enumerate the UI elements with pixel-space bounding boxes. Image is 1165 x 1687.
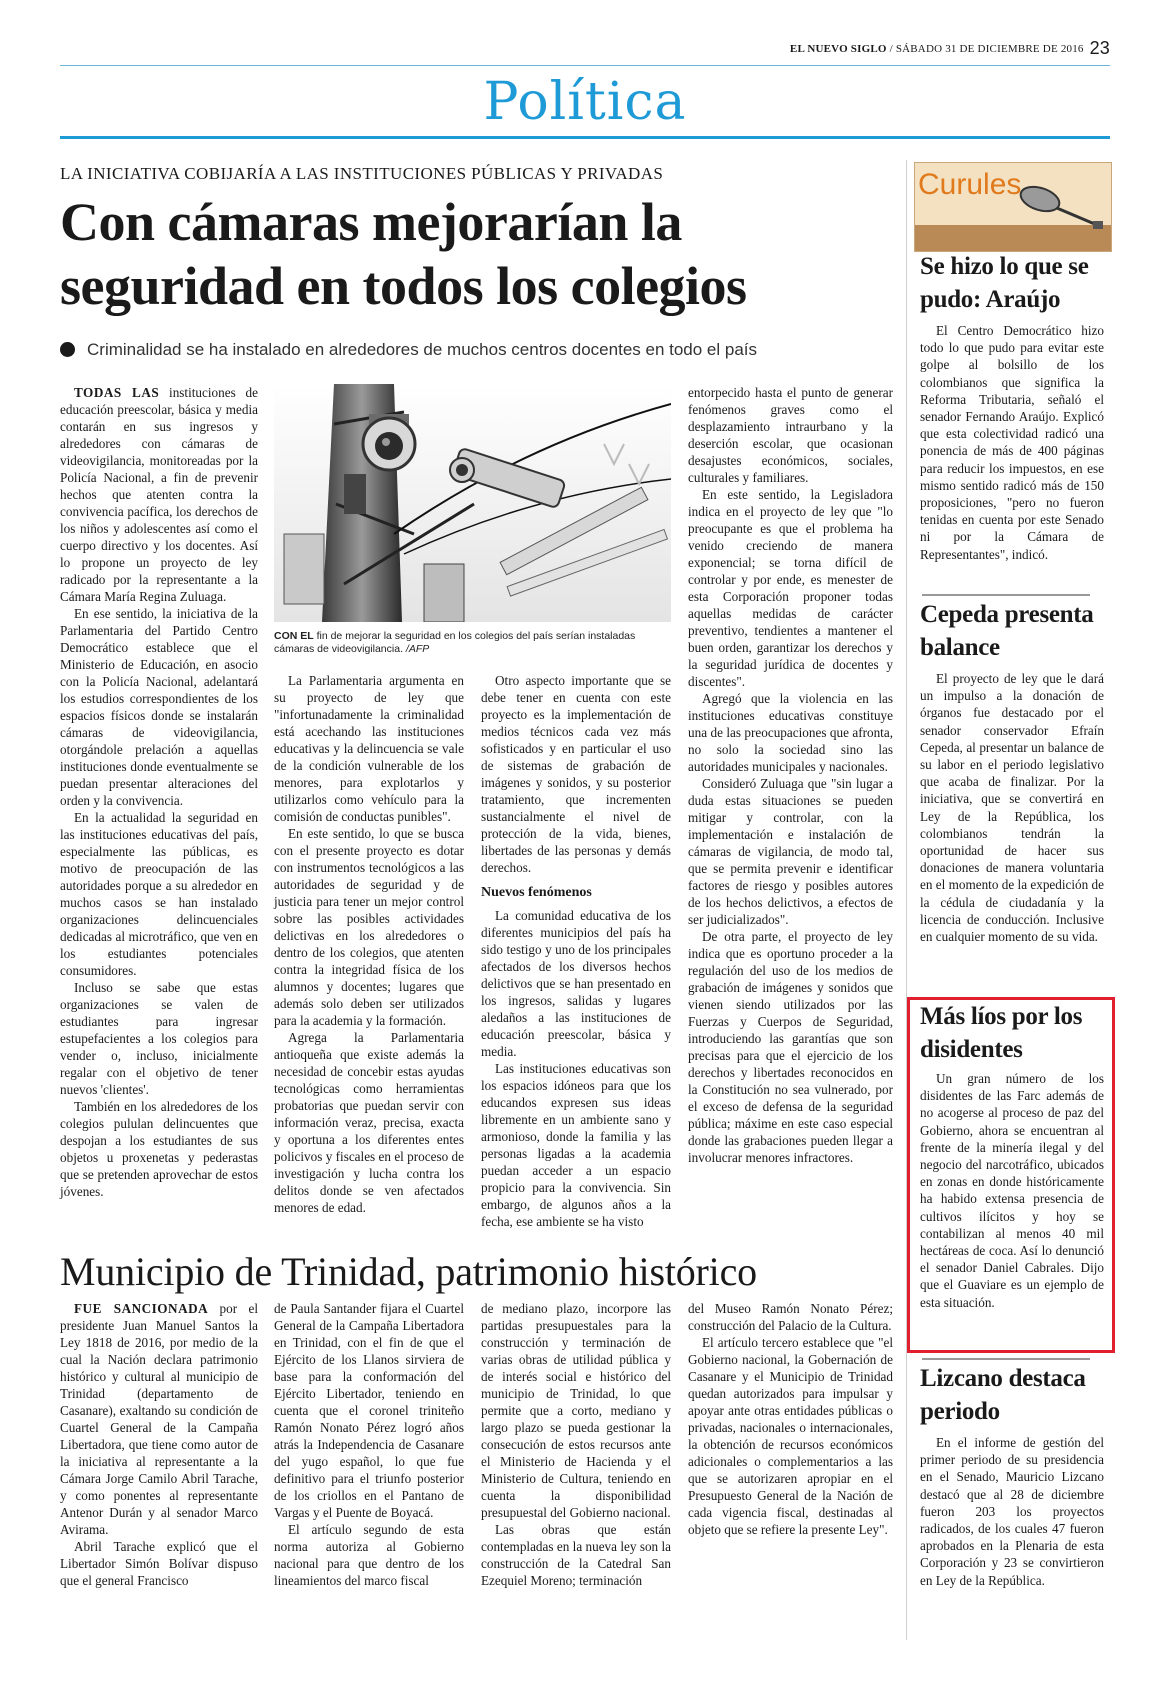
article-column-1: [60, 384, 258, 1200]
sidebar-separator: [922, 594, 1090, 596]
article-headline: Con cámaras mejorarían la seguridad en todos los colegios: [60, 192, 747, 316]
paragraph: La comunidad educativa de los diferentes municipios del país ha sido testigo y uno de los principales afectados de los diversos hechos delictivos que se han presentado en los ingresos, salidas y lugares aledaños a las instituciones de educación preescolar, básica y media.: [481, 908, 671, 1059]
lead-in: FUE SANCIONADA: [74, 1301, 209, 1316]
section-title: Política: [483, 72, 687, 132]
sidebar-item-title: Lizcano destaca periodo: [920, 1365, 1086, 1425]
sidebar-item-text: [920, 322, 1104, 563]
paper-name: EL NUEVO SIGLO: [789, 43, 887, 55]
paragraph: El artículo tercero establece que "el Gobierno nacional, la Gobernación de Casanare y el Municipio de Trinidad quedan autorizados para impulsar y apoyar ante otras entidades públicas o privadas, nacionales o internacionales, la obtención de recursos económicos adicionales o complementarios a las que se autorizaren apropiar en el Presupuesto General de la Nación de cada vigencia fiscal, destinadas al objeto que se refiere la presente Ley".: [688, 1335, 893, 1537]
second-article-headline: Municipio de Trinidad, patrimonio histórico: [60, 1249, 757, 1294]
sidebar-item-text: [920, 1434, 1104, 1589]
sidebar-item-title: Cepeda presenta balance: [920, 601, 1094, 661]
sidebar-item-text: [920, 670, 1104, 945]
paragraph: Un gran número de los disidentes de las Farc además de no acogerse al proceso de paz del Gobierno, ahora se encuentran al frente de la minería ilegal y del negocio del narcotráfico, ubicados en zonas en donde históricamente ha habido extensa presencia de cultivos ilícitos y hoy se contabilizan al menos 40 mil hectáreas de coca. Así lo denunció el senador Daniel Cabrales. Dijo que el Guaviare es un ejemplo de esta situación.: [920, 1071, 1104, 1310]
paragraph: Incluso se sabe que estas organizaciones se valen de estudiantes para ingresar estupefacientes a los colegios para vender o, incluso, inicialmente regalar con el objetivo de tener nuevos 'clientes'.: [60, 980, 258, 1097]
paragraph: Las obras que están contempladas en la nueva ley son la construcción de la Catedral San Ezequiel Moreno; terminación: [481, 1522, 671, 1588]
paragraph: de mediano plazo, incorpore las partidas presupuestales para la construcción y terminación de varias obras de utilidad pública y de interés social e histórico del municipio de Trinidad, lo que permite que a corto, mediano y largo plazo se pueda gestionar la consecución de estos recursos ante el Ministerio de Hacienda y el Ministerio de Cultura, teniendo en cuenta la disponibilidad presupuestal del Gobierno nacional.: [481, 1301, 671, 1520]
paragraph: Agregó que la violencia en las instituciones educativas constituye una de las preocupaciones que afronta, no solo la sociedad sino las autoridades municipales y nacionales.: [688, 691, 893, 774]
paragraph: Agrega la Parlamentaria antioqueña que existe además la necesidad de concebir estas ayudas tecnológicas como herramientas probatorias que puedan servir con información veraz, precisa, exacta y oportuna a los diferentes entes policivos y fiscales en el proceso de investigación y lucha contra los delitos donde se ven afectados menores de edad.: [274, 1030, 464, 1215]
sidebar-item-title: Más líos por los disidentes: [920, 1003, 1083, 1063]
paragraph: En ese sentido, la iniciativa de la Parlamentaria del Partido Centro Democrático establece que el Ministerio de Educación, en asocio con la Policía Nacional, adelantará los estudios correspondientes de los espacios físicos donde se instalarán cámaras de videovigilancia, otorgándole prelación a aquellas instituciones donde eventualmente se puedan presentar alteraciones del orden y la convivencia.: [60, 606, 258, 808]
photo-caption: [274, 630, 671, 656]
article-column-4: [688, 384, 893, 1166]
masthead-separator: /: [889, 43, 896, 55]
second-column-3: [481, 1300, 671, 1589]
top-rule: [60, 65, 1110, 66]
subheading: Nuevos fenómenos: [481, 885, 592, 900]
lead-in: TODAS LAS: [74, 385, 160, 400]
bullet-icon: [60, 342, 75, 357]
paragraph: entorpecido hasta el punto de generar fenómenos graves como el desplazamiento intraurbano y la deserción escolar, que ocasionan desajustes económicos, sociales, culturales y familiares.: [688, 385, 893, 485]
photo-credit: /AFP: [402, 643, 430, 655]
sidebar-item-text: [920, 1070, 1104, 1311]
paragraph: La Parlamentaria argumenta en su proyecto de ley que "infortunadamente la criminalidad está acechando las instituciones educativas y la delincuencia se vale de la condición vulnerable de los menores, para explotarlos y utilizarlos como vehículo para la comisión de conductas punibles".: [274, 673, 464, 824]
paragraph: Las instituciones educativas son los espacios idóneos para que los educandos expresen sus ideas libremente en un ambiente sano y armonioso, donde la familia y las personas ligadas a la academia puedan acceder a un espacio propicio para la convivencia. Sin embargo, de algunos años a la fecha, ese ambiente se ha visto: [481, 1061, 671, 1229]
paragraph: instituciones de educación preescolar, básica y media contarán en sus ingresos y alrededores con cámaras de videovigilancia, monitoreadas por la Policía Nacional, a fin de prevenir hechos que atenten contra la convivencia pacífica, los derechos de los niños y adolescentes así como el cuerpo directivo y los docentes. Así lo propone un proyecto de ley radicado por la representante a la Cámara María Regina Zuluaga.: [60, 385, 258, 604]
masthead: [60, 38, 1110, 59]
article-column-2: [274, 672, 464, 1216]
article-kicker: LA INICIATIVA COBIJARÍA A LAS INSTITUCIONES PÚBLICAS Y PRIVADAS: [60, 164, 664, 183]
second-column-4: [688, 1300, 893, 1538]
paragraph: En este sentido, lo que se busca con el presente proyecto es dotar con instrumentos tecnológicos a las autoridades de seguridad y de justicia para tener un mejor control sobre las posibles actividades delictivas en los alrededores o dentro de los colegios, que atenten contra la integridad física de los alumnos y docentes; lugares que además solo deben ser utilizados para la academia y la formación.: [274, 826, 464, 1028]
sidebar-divider: [906, 160, 907, 1640]
paragraph: Consideró Zuluaga que "sin lugar a duda estas situaciones se pueden mitigar y controlar, con la implementación e instalación de cámaras de vigilancia, de modo tal, que se permita prevenir e identificar factores de riesgo y posibles autores de los hechos delictivos, a efectos de ser judicializados".: [688, 776, 893, 927]
security-camera-photo: [274, 384, 671, 622]
sidebar-header: Curules: [918, 168, 1022, 201]
paragraph: También en los alrededores de los colegios pululan delincuentes que despojan a los estudiantes de sus objetos u proxenetas y pederastas que se pretenden aprovechar de estos jóvenes.: [60, 1099, 258, 1199]
paragraph: Otro aspecto importante que se debe tener en cuenta con este proyecto es la implementación de medios técnicos cada vez más sofisticados y en particular el uso de sistemas de grabación de imágenes y sonidos, y su posterior tratamiento, que incrementen sustancialmente el nivel de protección de la vida, bienes, libertades de las personas y demás derechos.: [481, 673, 671, 875]
caption-lead: CON EL: [274, 630, 314, 642]
article-column-3: [481, 672, 671, 1230]
paragraph: por el presidente Juan Manuel Santos la Ley 1818 de 2016, por medio de la cual la Nación declara patrimonio histórico y cultural al municipio de Trinidad (departamento de Casanare), exaltando su condición de Cuartel General de la Campaña Libertadora, que tiene como autor de la iniciativa al representante a la Cámara Jorge Camilo Abril Tarache, y como ponentes al representante Antenor Durán y al senador Marco Avirama.: [60, 1301, 258, 1537]
subhead-text: Criminalidad se ha instalado en alrededores de muchos centros docentes en todo el país: [87, 340, 758, 359]
article-subhead: [60, 340, 757, 360]
paragraph: En la actualidad la seguridad en las instituciones educativas del país, especialmente las públicas, es motivo de preocupación de las autoridades porque a su alrededor en muchos casos se han instalado organizaciones delincuenciales dedicadas al microtráfico, que ven en los estudiantes potenciales consumidores.: [60, 810, 258, 978]
section-rule: [60, 136, 1110, 139]
page-number: 23: [1089, 38, 1110, 58]
camera-photo-illustration: [274, 384, 671, 622]
paragraph: El Centro Democrático hizo todo lo que pudo para evitar este golpe al bolsillo de los colombianos que significa la Reforma Tributaria, señaló el senador Fernando Araújo. Explicó que esta colectividad radicó una ponencia de más de 400 páginas para reducir los impuestos, en ese mismo sentido radicó más de 150 proposiciones, "pero no fueron tenidas en cuenta por este Senado ni por la Cámara de Representantes", indicó.: [920, 323, 1104, 562]
sidebar-item-title: Se hizo lo que se pudo: Araújo: [920, 253, 1089, 313]
paragraph: de Paula Santander fijara el Cuartel General de la Campaña Libertadora en Trinidad, con el fin de que el Ejército de los Llanos sirviera de base para la conformación del Ejército Libertador, teniendo en cuenta que el coronel triniteño Ramón Nonato Pérez logró años atrás la Independencia de Casanare del yugo español, lo que fue definitivo para el triunfo posterior de los criollos en el Pantano de Vargas y el Puente de Boyacá.: [274, 1301, 464, 1520]
paragraph: El artículo segundo de esta norma autoriza al Gobierno nacional para que dentro de los lineamientos del marco fiscal: [274, 1522, 464, 1588]
paragraph: En el informe de gestión del primer periodo de su presidencia en el Senado, Mauricio Lizcano destacó que al 28 de diciembre fueron 203 los proyectos radicados, de los cuales 47 fueron aprobados en la Plenaria de esta Corporación y 23 se convirtieron en Ley de la República.: [920, 1435, 1104, 1588]
paragraph: En este sentido, la Legisladora indica en el proyecto de ley que "lo preocupante es que el problema ha venido creciendo de manera exponencial; se torna difícil de controlar y por ende, es menester de esta Corporación proponer todas aquellas medidas de carácter preventivo, tendientes a mantener el buen orden, garantizar los derechos y la seguridad jurídica de docentes y discentes".: [688, 487, 893, 689]
caption-text: fin de mejorar la seguridad en los colegios del país serían instaladas cámaras de videovigilancia.: [274, 630, 636, 655]
second-column-1: [60, 1300, 258, 1589]
paragraph: De otra parte, el proyecto de ley indica que es oportuno proceder a la regulación del uso de los medios de grabación de imágenes y sonidos que vienen siendo utilizados por las Fuerzas y Cuerpos de Seguridad, introduciendo las garantías que son precisas para que el ejercicio de los derechos y libertades reconocidos en la Constitución no sea vulnerado, por el exceso de defensa de la seguridad pública; máxime en este caso especial donde las grabaciones pueden llegar a involucrar menores infractores.: [688, 929, 893, 1165]
second-column-2: [274, 1300, 464, 1589]
paragraph: El proyecto de ley que le dará un impulso a la donación de órganos fue destacado por el senador conservador Efraín Cepeda, al presentar un balance de su labor en el periodo legislativo que acaba de finalizar. Por la iniciativa, que se convertirá en Ley de la República, los colombianos tendrán la oportunidad de hacer sus donaciones de manera voluntaria en el momento de la expedición de la cédula de ciudadanía y la licencia de conducción. Inclusive en cualquier momento de su vida.: [920, 671, 1104, 945]
issue-date: SÁBADO 31 DE DICIEMBRE DE 2016: [895, 43, 1084, 55]
paragraph: Abril Tarache explicó que el Libertador Simón Bolívar dispuso que el general Francisco: [60, 1539, 258, 1588]
sidebar-separator: [922, 1358, 1090, 1360]
paragraph: del Museo Ramón Nonato Pérez; construcción del Palacio de la Cultura.: [688, 1301, 893, 1333]
